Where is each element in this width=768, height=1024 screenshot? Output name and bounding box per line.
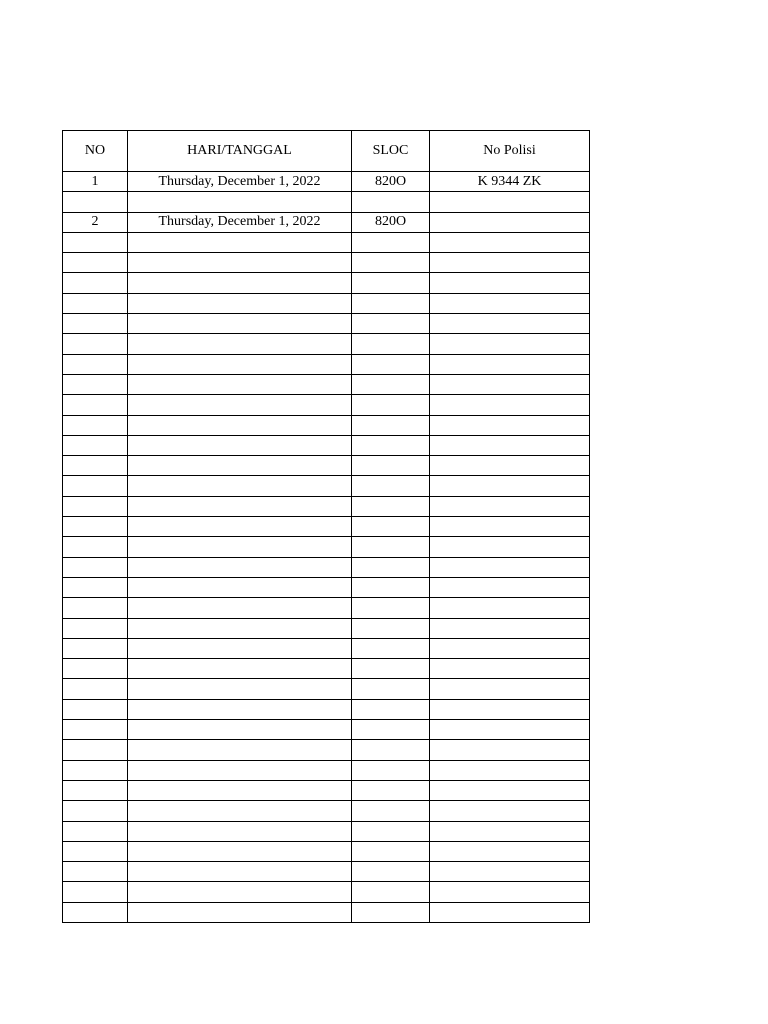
cell-no bbox=[63, 395, 128, 415]
cell-hari-tanggal bbox=[128, 659, 352, 679]
cell-sloc bbox=[352, 760, 430, 780]
cell-hari-tanggal bbox=[128, 577, 352, 597]
cell-no-polisi bbox=[430, 395, 590, 415]
cell-hari-tanggal bbox=[128, 902, 352, 922]
cell-no-polisi bbox=[430, 841, 590, 861]
empty-table-row bbox=[63, 456, 590, 476]
cell-sloc bbox=[352, 496, 430, 516]
cell-no: 2 bbox=[63, 212, 128, 232]
cell-no bbox=[63, 902, 128, 922]
empty-table-row bbox=[63, 314, 590, 334]
cell-no-polisi bbox=[430, 699, 590, 719]
cell-no-polisi bbox=[430, 902, 590, 922]
cell-no bbox=[63, 232, 128, 252]
empty-table-row bbox=[63, 577, 590, 597]
cell-no bbox=[63, 699, 128, 719]
cell-sloc bbox=[352, 821, 430, 841]
cell-no bbox=[63, 618, 128, 638]
empty-table-row bbox=[63, 659, 590, 679]
cell-no-polisi bbox=[430, 740, 590, 760]
cell-sloc bbox=[352, 801, 430, 821]
empty-table-row bbox=[63, 253, 590, 273]
cell-no bbox=[63, 862, 128, 882]
cell-no bbox=[63, 415, 128, 435]
cell-no-polisi bbox=[430, 232, 590, 252]
cell-hari-tanggal bbox=[128, 253, 352, 273]
cell-sloc bbox=[352, 780, 430, 800]
empty-table-row bbox=[63, 638, 590, 658]
table-row bbox=[63, 172, 590, 192]
cell-no-polisi bbox=[430, 192, 590, 212]
cell-no: 1 bbox=[63, 172, 128, 192]
cell-sloc bbox=[352, 659, 430, 679]
header-hari-tanggal: HARI/TANGGAL bbox=[128, 131, 352, 172]
cell-no-polisi bbox=[430, 496, 590, 516]
empty-table-row bbox=[63, 821, 590, 841]
header-no: NO bbox=[63, 131, 128, 172]
cell-hari-tanggal bbox=[128, 273, 352, 293]
cell-no-polisi bbox=[430, 415, 590, 435]
cell-sloc bbox=[352, 577, 430, 597]
cell-sloc: 820O bbox=[352, 172, 430, 192]
empty-table-row bbox=[63, 354, 590, 374]
cell-no bbox=[63, 293, 128, 313]
empty-table-row bbox=[63, 374, 590, 394]
cell-no bbox=[63, 821, 128, 841]
cell-no bbox=[63, 557, 128, 577]
cell-sloc bbox=[352, 638, 430, 658]
cell-sloc bbox=[352, 537, 430, 557]
cell-no bbox=[63, 801, 128, 821]
cell-sloc bbox=[352, 273, 430, 293]
cell-hari-tanggal bbox=[128, 862, 352, 882]
cell-sloc bbox=[352, 314, 430, 334]
cell-sloc bbox=[352, 517, 430, 537]
cell-no bbox=[63, 314, 128, 334]
vehicle-log-table bbox=[62, 130, 590, 923]
cell-hari-tanggal bbox=[128, 476, 352, 496]
empty-table-row bbox=[63, 801, 590, 821]
cell-sloc bbox=[352, 253, 430, 273]
empty-table-row bbox=[63, 780, 590, 800]
cell-hari-tanggal bbox=[128, 618, 352, 638]
cell-hari-tanggal bbox=[128, 435, 352, 455]
cell-no bbox=[63, 577, 128, 597]
cell-hari-tanggal bbox=[128, 638, 352, 658]
cell-no bbox=[63, 496, 128, 516]
cell-sloc bbox=[352, 476, 430, 496]
empty-table-row bbox=[63, 841, 590, 861]
cell-no-polisi bbox=[430, 537, 590, 557]
cell-sloc bbox=[352, 354, 430, 374]
cell-hari-tanggal bbox=[128, 821, 352, 841]
cell-hari-tanggal bbox=[128, 557, 352, 577]
table-body bbox=[63, 172, 590, 923]
document-page bbox=[62, 130, 589, 923]
cell-hari-tanggal bbox=[128, 882, 352, 902]
cell-hari-tanggal: Thursday, December 1, 2022 bbox=[128, 172, 352, 192]
cell-no-polisi bbox=[430, 334, 590, 354]
empty-table-row bbox=[63, 618, 590, 638]
cell-no-polisi bbox=[430, 517, 590, 537]
empty-table-row bbox=[63, 760, 590, 780]
empty-table-row bbox=[63, 882, 590, 902]
cell-no bbox=[63, 435, 128, 455]
cell-no-polisi bbox=[430, 659, 590, 679]
cell-sloc bbox=[352, 720, 430, 740]
cell-hari-tanggal bbox=[128, 801, 352, 821]
empty-table-row bbox=[63, 415, 590, 435]
cell-no-polisi bbox=[430, 374, 590, 394]
cell-no-polisi bbox=[430, 821, 590, 841]
empty-table-row bbox=[63, 232, 590, 252]
empty-table-row bbox=[63, 537, 590, 557]
cell-sloc bbox=[352, 882, 430, 902]
cell-no-polisi bbox=[430, 801, 590, 821]
cell-no bbox=[63, 720, 128, 740]
cell-hari-tanggal bbox=[128, 699, 352, 719]
empty-table-row bbox=[63, 720, 590, 740]
cell-no bbox=[63, 679, 128, 699]
cell-no-polisi bbox=[430, 354, 590, 374]
cell-hari-tanggal bbox=[128, 232, 352, 252]
header-row bbox=[63, 131, 590, 172]
cell-sloc bbox=[352, 415, 430, 435]
cell-no bbox=[63, 638, 128, 658]
cell-sloc bbox=[352, 395, 430, 415]
cell-hari-tanggal bbox=[128, 496, 352, 516]
cell-no bbox=[63, 517, 128, 537]
cell-no-polisi bbox=[430, 253, 590, 273]
cell-no-polisi bbox=[430, 780, 590, 800]
cell-hari-tanggal bbox=[128, 354, 352, 374]
cell-hari-tanggal bbox=[128, 760, 352, 780]
cell-hari-tanggal bbox=[128, 517, 352, 537]
cell-hari-tanggal bbox=[128, 192, 352, 212]
empty-table-row bbox=[63, 293, 590, 313]
cell-hari-tanggal bbox=[128, 841, 352, 861]
cell-no bbox=[63, 456, 128, 476]
cell-hari-tanggal bbox=[128, 780, 352, 800]
cell-sloc bbox=[352, 293, 430, 313]
cell-no bbox=[63, 780, 128, 800]
cell-hari-tanggal bbox=[128, 598, 352, 618]
empty-table-row bbox=[63, 902, 590, 922]
empty-table-row bbox=[63, 334, 590, 354]
cell-hari-tanggal bbox=[128, 456, 352, 476]
empty-table-row bbox=[63, 517, 590, 537]
cell-no bbox=[63, 760, 128, 780]
cell-no-polisi bbox=[430, 598, 590, 618]
table-header bbox=[63, 131, 590, 172]
cell-no-polisi bbox=[430, 435, 590, 455]
cell-sloc bbox=[352, 557, 430, 577]
empty-table-row bbox=[63, 740, 590, 760]
cell-sloc bbox=[352, 456, 430, 476]
cell-no bbox=[63, 354, 128, 374]
cell-sloc bbox=[352, 598, 430, 618]
cell-no-polisi bbox=[430, 456, 590, 476]
cell-no bbox=[63, 334, 128, 354]
cell-no bbox=[63, 740, 128, 760]
cell-hari-tanggal bbox=[128, 395, 352, 415]
cell-no-polisi bbox=[430, 577, 590, 597]
table-row bbox=[63, 212, 590, 232]
cell-sloc bbox=[352, 699, 430, 719]
cell-sloc: 820O bbox=[352, 212, 430, 232]
cell-hari-tanggal bbox=[128, 314, 352, 334]
cell-hari-tanggal: Thursday, December 1, 2022 bbox=[128, 212, 352, 232]
cell-no bbox=[63, 882, 128, 902]
empty-table-row bbox=[63, 862, 590, 882]
cell-no bbox=[63, 537, 128, 557]
cell-no-polisi bbox=[430, 618, 590, 638]
cell-hari-tanggal bbox=[128, 740, 352, 760]
cell-sloc bbox=[352, 902, 430, 922]
cell-no bbox=[63, 659, 128, 679]
empty-table-row bbox=[63, 557, 590, 577]
cell-hari-tanggal bbox=[128, 679, 352, 699]
empty-table-row bbox=[63, 496, 590, 516]
cell-no-polisi bbox=[430, 273, 590, 293]
cell-no-polisi: K 9344 ZK bbox=[430, 172, 590, 192]
cell-no-polisi bbox=[430, 476, 590, 496]
cell-hari-tanggal bbox=[128, 415, 352, 435]
cell-sloc bbox=[352, 740, 430, 760]
cell-sloc bbox=[352, 862, 430, 882]
empty-table-row bbox=[63, 679, 590, 699]
cell-hari-tanggal bbox=[128, 374, 352, 394]
cell-hari-tanggal bbox=[128, 537, 352, 557]
cell-no-polisi bbox=[430, 557, 590, 577]
empty-table-row bbox=[63, 598, 590, 618]
cell-no-polisi bbox=[430, 679, 590, 699]
empty-table-row bbox=[63, 273, 590, 293]
empty-table-row bbox=[63, 435, 590, 455]
cell-no-polisi bbox=[430, 293, 590, 313]
cell-no bbox=[63, 273, 128, 293]
cell-sloc bbox=[352, 435, 430, 455]
cell-no bbox=[63, 253, 128, 273]
empty-table-row bbox=[63, 395, 590, 415]
header-no-polisi: No Polisi bbox=[430, 131, 590, 172]
cell-no-polisi bbox=[430, 862, 590, 882]
cell-no-polisi bbox=[430, 760, 590, 780]
empty-table-row bbox=[63, 476, 590, 496]
empty-table-row bbox=[63, 699, 590, 719]
cell-no-polisi bbox=[430, 638, 590, 658]
cell-hari-tanggal bbox=[128, 293, 352, 313]
header-sloc: SLOC bbox=[352, 131, 430, 172]
cell-no-polisi bbox=[430, 212, 590, 232]
cell-sloc bbox=[352, 679, 430, 699]
cell-no bbox=[63, 841, 128, 861]
cell-no bbox=[63, 476, 128, 496]
cell-no bbox=[63, 598, 128, 618]
cell-sloc bbox=[352, 374, 430, 394]
cell-sloc bbox=[352, 334, 430, 354]
cell-sloc bbox=[352, 232, 430, 252]
table-row bbox=[63, 192, 590, 212]
cell-hari-tanggal bbox=[128, 334, 352, 354]
cell-sloc bbox=[352, 618, 430, 638]
cell-no-polisi bbox=[430, 882, 590, 902]
cell-sloc bbox=[352, 841, 430, 861]
cell-no-polisi bbox=[430, 314, 590, 334]
cell-sloc bbox=[352, 192, 430, 212]
cell-hari-tanggal bbox=[128, 720, 352, 740]
cell-no-polisi bbox=[430, 720, 590, 740]
cell-no bbox=[63, 192, 128, 212]
cell-no bbox=[63, 374, 128, 394]
